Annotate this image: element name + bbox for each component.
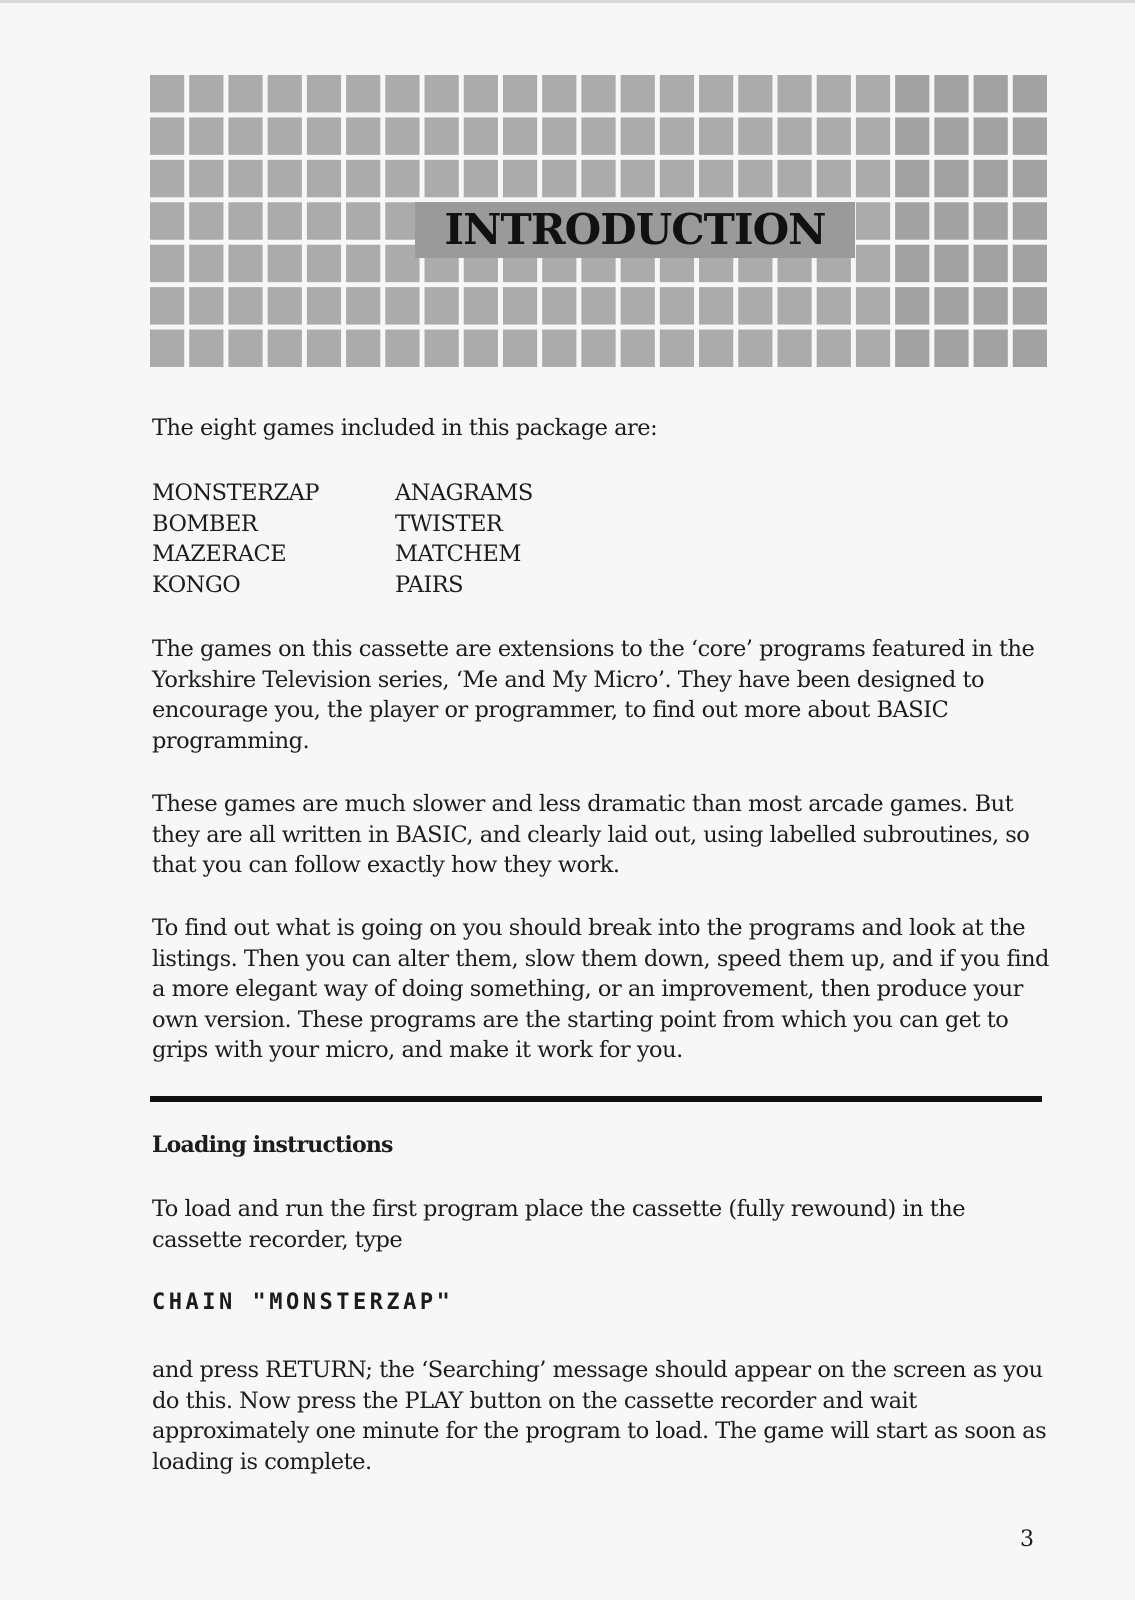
banner-cell xyxy=(189,75,223,112)
banner-cell xyxy=(228,245,262,282)
banner-cell xyxy=(777,75,811,112)
banner-cell xyxy=(974,287,1008,324)
banner-cell xyxy=(228,117,262,154)
banner-cell xyxy=(307,75,341,112)
banner-cell xyxy=(817,330,851,367)
loading-paragraph: To load and run the first program place the cassette (fully rewound) in the cassette recorder, type xyxy=(152,1196,966,1253)
banner-cell xyxy=(1013,330,1047,367)
header-banner xyxy=(150,75,1047,367)
banner-cell xyxy=(385,160,419,197)
banner-cell xyxy=(150,117,184,154)
banner-cell xyxy=(738,75,772,112)
games-column-1 xyxy=(152,478,319,600)
game-item: MAZERACE xyxy=(152,541,287,567)
banner-cell xyxy=(856,330,890,367)
banner-cell xyxy=(660,160,694,197)
banner-cell xyxy=(346,287,380,324)
banner-cell xyxy=(307,287,341,324)
banner-cell xyxy=(974,75,1008,112)
banner-cell xyxy=(346,117,380,154)
banner-cell xyxy=(660,330,694,367)
banner-cell xyxy=(150,287,184,324)
banner-cell xyxy=(974,160,1008,197)
banner-cell xyxy=(777,330,811,367)
banner-cell xyxy=(856,245,890,282)
banner-cell xyxy=(1013,202,1047,239)
banner-cell xyxy=(464,117,498,154)
banner-cell xyxy=(268,117,302,154)
loading-paragraph: and press RETURN; the ‘Searching’ message should appear on the screen as you do this. Now press the PLAY button on the cassette recorder and wait approximately one minute for the program to load. The game will start as soon as loading is complete. xyxy=(152,1357,1047,1475)
banner-cell xyxy=(581,117,615,154)
games-column-2 xyxy=(395,478,533,600)
banner-cell xyxy=(974,330,1008,367)
banner-cell xyxy=(228,75,262,112)
paragraph: These games are much slower and less dramatic than most arcade games. But they are all written in BASIC, and clearly laid out, using labelled subroutines, so that you can follow exactly how they work. xyxy=(152,791,1030,878)
banner-cell xyxy=(268,245,302,282)
banner-cell xyxy=(542,287,576,324)
banner-cell xyxy=(307,202,341,239)
command-line: CHAIN "MONSTERZAP" xyxy=(152,1290,454,1315)
banner-cell xyxy=(503,287,537,324)
banner-cell xyxy=(856,117,890,154)
banner-cell xyxy=(268,75,302,112)
banner-cell xyxy=(228,287,262,324)
banner-cell xyxy=(974,117,1008,154)
banner-cell xyxy=(150,160,184,197)
banner-cell xyxy=(189,117,223,154)
banner-cell xyxy=(385,330,419,367)
intro-lead: The eight games included in this package are: xyxy=(152,415,658,441)
banner-cell xyxy=(542,160,576,197)
banner-cell xyxy=(425,117,459,154)
banner-cell xyxy=(268,160,302,197)
banner-cell xyxy=(817,117,851,154)
banner-cell xyxy=(817,160,851,197)
banner-cell xyxy=(385,117,419,154)
banner-cell xyxy=(464,75,498,112)
banner-cell xyxy=(503,117,537,154)
banner-cell xyxy=(346,75,380,112)
banner-cell xyxy=(189,330,223,367)
banner-cell xyxy=(1013,287,1047,324)
banner-cell xyxy=(777,287,811,324)
banner-cell xyxy=(699,117,733,154)
banner-cell xyxy=(934,75,968,112)
banner-cell xyxy=(817,75,851,112)
banner-cell xyxy=(974,245,1008,282)
banner-cell xyxy=(934,117,968,154)
banner-cell xyxy=(895,202,929,239)
games-list xyxy=(152,478,652,603)
game-item: MONSTERZAP xyxy=(152,480,319,506)
banner-cell xyxy=(307,117,341,154)
paragraph: The games on this cassette are extensions to the ‘core’ programs featured in the Yorkshire Television series, ‘Me and My Micro’. They have been designed to encourage you, the player or programmer, to find out more about BASIC programming. xyxy=(152,636,1035,754)
game-item: ANAGRAMS xyxy=(395,480,533,506)
game-item: BOMBER xyxy=(152,510,258,537)
banner-cell xyxy=(228,330,262,367)
banner-cell xyxy=(856,287,890,324)
banner-cell xyxy=(150,330,184,367)
banner-cell xyxy=(268,330,302,367)
banner-cell xyxy=(346,202,380,239)
banner-cell xyxy=(385,287,419,324)
banner-cell xyxy=(934,287,968,324)
banner-cell xyxy=(464,330,498,367)
banner-cell xyxy=(425,160,459,197)
banner-cell xyxy=(425,75,459,112)
banner-cell xyxy=(425,287,459,324)
banner-cell xyxy=(189,245,223,282)
section-heading: Loading instructions xyxy=(152,1132,393,1158)
banner-cell xyxy=(974,202,1008,239)
banner-cell xyxy=(346,330,380,367)
banner-cell xyxy=(542,117,576,154)
banner-cell xyxy=(307,160,341,197)
banner-cell xyxy=(150,202,184,239)
banner-cell xyxy=(699,75,733,112)
banner-cell xyxy=(738,330,772,367)
banner-cell xyxy=(503,75,537,112)
banner-cell xyxy=(150,75,184,112)
banner-cell xyxy=(934,245,968,282)
banner-cell xyxy=(581,287,615,324)
paragraph: To find out what is going on you should break into the programs and look at the listings. Then you can alter them, slow them down, speed them up, and if you find a more elegant way of doing something, or an improvement, then produce your own version. These programs are the starting point from which you can get to grips with your micro, and make it work for you. xyxy=(152,915,1049,1063)
banner-cell xyxy=(1013,245,1047,282)
banner-cell xyxy=(307,330,341,367)
banner-cell xyxy=(660,117,694,154)
banner-cell xyxy=(895,330,929,367)
banner-cell xyxy=(621,287,655,324)
page-number: 3 xyxy=(1020,1527,1034,1552)
banner-cell xyxy=(268,202,302,239)
banner-cell xyxy=(581,330,615,367)
banner-cell xyxy=(895,75,929,112)
game-item: TWISTER xyxy=(395,510,503,537)
banner-cell xyxy=(895,245,929,282)
banner-cell xyxy=(464,287,498,324)
banner-cell xyxy=(738,160,772,197)
banner-cell xyxy=(621,75,655,112)
page-title: INTRODUCTION xyxy=(415,202,855,258)
banner-cell xyxy=(542,75,576,112)
banner-cell xyxy=(856,75,890,112)
banner-cell xyxy=(660,75,694,112)
banner-cell xyxy=(934,330,968,367)
banner-cell xyxy=(425,330,459,367)
banner-cell xyxy=(189,287,223,324)
banner-cell xyxy=(738,287,772,324)
banner-cell xyxy=(385,75,419,112)
banner-cell xyxy=(464,160,498,197)
banner-cell xyxy=(581,160,615,197)
banner-cell xyxy=(856,160,890,197)
banner-cell xyxy=(228,202,262,239)
banner-cell xyxy=(1013,117,1047,154)
banner-cell xyxy=(699,160,733,197)
banner-cell xyxy=(268,287,302,324)
banner-cell xyxy=(621,160,655,197)
game-item: PAIRS xyxy=(395,571,464,598)
banner-cell xyxy=(581,75,615,112)
banner-cell xyxy=(777,117,811,154)
banner-cell xyxy=(621,330,655,367)
banner-cell xyxy=(856,202,890,239)
banner-cell xyxy=(503,330,537,367)
banner-cell xyxy=(738,117,772,154)
banner-cell xyxy=(699,287,733,324)
page-edge xyxy=(0,0,1135,3)
banner-cell xyxy=(1013,75,1047,112)
banner-cell xyxy=(189,160,223,197)
banner-cell xyxy=(228,160,262,197)
banner-cell xyxy=(817,287,851,324)
banner-cell xyxy=(346,160,380,197)
banner-cell xyxy=(895,117,929,154)
banner-cell xyxy=(189,202,223,239)
game-item: MATCHEM xyxy=(395,541,521,567)
banner-cell xyxy=(777,160,811,197)
banner-cell xyxy=(503,160,537,197)
banner-cell xyxy=(346,245,380,282)
banner-cell xyxy=(895,160,929,197)
banner-cell xyxy=(699,330,733,367)
banner-cell xyxy=(307,245,341,282)
banner-cell xyxy=(621,117,655,154)
banner-cell xyxy=(542,330,576,367)
banner-cell xyxy=(934,202,968,239)
banner-cell xyxy=(150,245,184,282)
banner-cell xyxy=(1013,160,1047,197)
section-divider xyxy=(150,1096,1042,1102)
banner-cell xyxy=(895,287,929,324)
game-item: KONGO xyxy=(152,571,241,598)
banner-cell xyxy=(934,160,968,197)
banner-cell xyxy=(660,287,694,324)
